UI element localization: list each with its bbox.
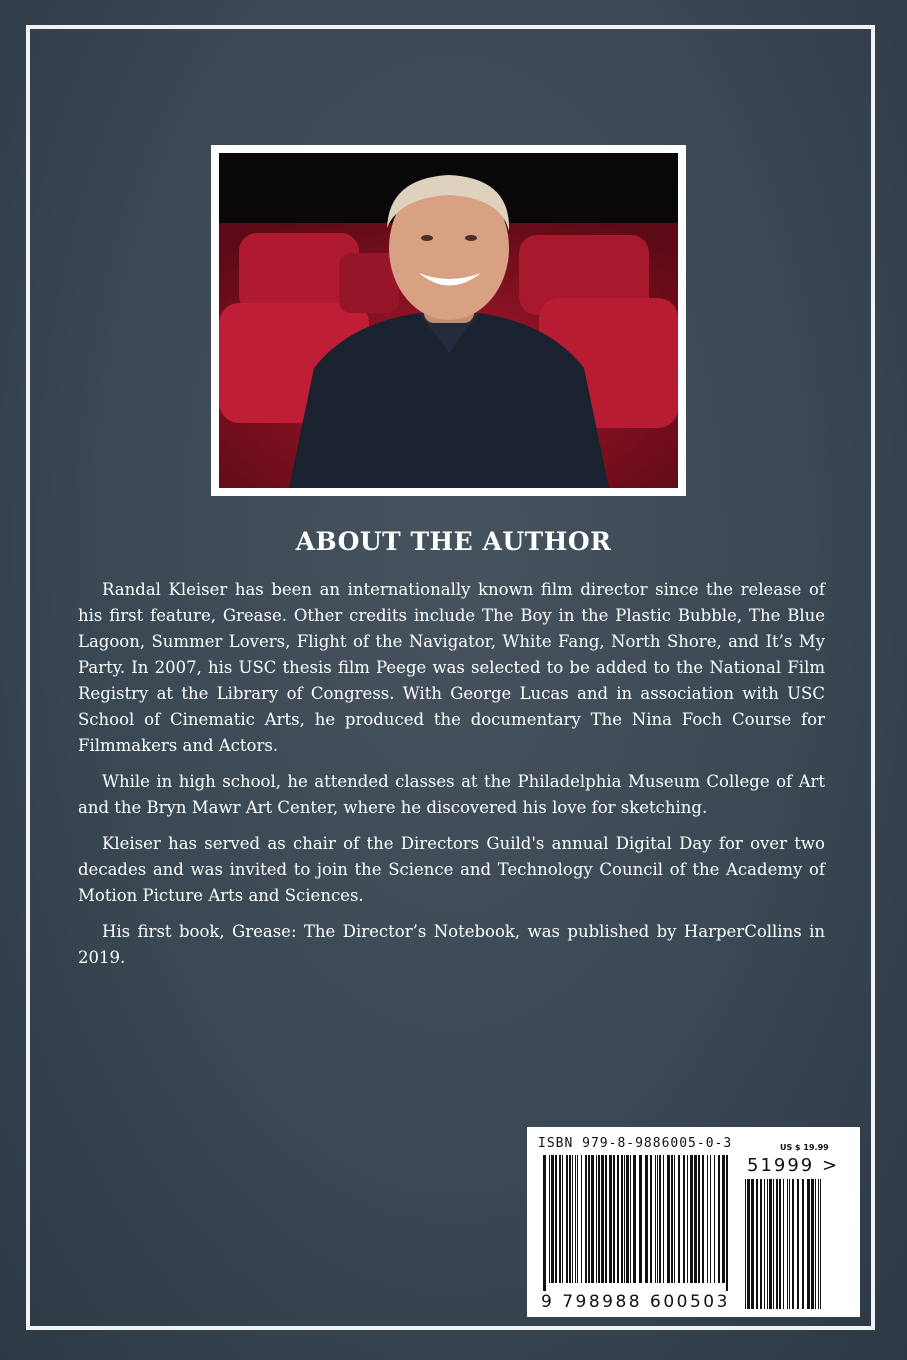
barcode-bar (588, 1155, 590, 1283)
barcode-bar (581, 1155, 582, 1283)
barcode-bar (690, 1155, 693, 1283)
barcode-bar (645, 1155, 648, 1283)
barcode-bar (591, 1155, 594, 1283)
barcode-bar (811, 1179, 814, 1309)
barcode-bar (722, 1155, 725, 1283)
barcode-bar (551, 1155, 554, 1283)
barcode-bar (617, 1155, 619, 1283)
barcode-bar (639, 1155, 642, 1283)
barcode-bar (714, 1155, 715, 1283)
barcode-bar (815, 1179, 816, 1309)
bio-paragraph: His first book, Grease: The Director’s Notebook, was published by HarperCollins in 2019. (78, 922, 825, 967)
barcode-bar (667, 1155, 670, 1283)
barcode-bar (562, 1155, 563, 1283)
barcode-bar (624, 1155, 625, 1283)
barcode-bar (818, 1179, 819, 1309)
barcode-bar (726, 1155, 728, 1291)
bio-paragraph: Randal Kleiser has been an internationally known film director since the release of his first feature, Grease. Other credits include The Boy in the Plastic Bubble, The Blue Lagoon, Summer Lovers, Flight of the Navigator, White Fang, North Shore, and It’s My Party. In 2007, his USC thesis film Peege was selected to be added to the National Film Registry at the Library of Congress. With George Lucas and in association with USC School of Cinematic Arts, he produced the documentary The Nina Foch Course for Filmmakers and Actors. (78, 580, 825, 755)
barcode-bar (787, 1179, 788, 1309)
barcode-bar (605, 1155, 607, 1283)
barcode-bar (650, 1155, 652, 1283)
author-photo (219, 153, 678, 488)
barcode-bar (747, 1179, 750, 1309)
barcode-bar (694, 1155, 697, 1283)
addon-number: 51999 > (747, 1155, 840, 1176)
author-portrait-illustration (219, 153, 678, 488)
about-heading: ABOUT THE AUTHOR (295, 527, 612, 556)
barcode-bar (820, 1179, 821, 1309)
barcode-bar (598, 1155, 600, 1283)
isbn-label: ISBN 979-8-9886005-0-3 (538, 1136, 733, 1151)
barcode-bar (687, 1155, 688, 1283)
barcode-bar (613, 1155, 615, 1283)
barcode-bar (674, 1155, 675, 1283)
bio-paragraph: While in high school, he attended classes at the Philadelphia Museum College of Art and the Bryn Mawr Art Center, where he discovered his love for sketching. (78, 772, 825, 817)
barcode-bar (779, 1179, 781, 1309)
barcode-bar (585, 1155, 587, 1283)
barcode-bar (575, 1155, 576, 1283)
barcode-bar (659, 1155, 661, 1283)
barcode-bar (783, 1179, 784, 1309)
barcode-bar (710, 1155, 711, 1283)
barcode-bar (555, 1155, 557, 1283)
barcode-bar (621, 1155, 623, 1283)
barcode-bar (767, 1179, 768, 1309)
barcode-bar (596, 1155, 597, 1283)
barcode-bar (760, 1179, 762, 1309)
barcode-bar (756, 1179, 758, 1309)
ean-barcode-bars (543, 1155, 733, 1293)
barcode-bar (792, 1179, 794, 1309)
barcode-bar (702, 1155, 704, 1283)
barcode-bar (683, 1155, 685, 1283)
barcode-bar (678, 1155, 680, 1283)
barcode-bar (577, 1155, 578, 1283)
barcode-bar (566, 1155, 568, 1283)
barcode-bar (671, 1155, 673, 1283)
barcode-bar (769, 1179, 772, 1309)
addon-barcode-bars (745, 1179, 829, 1309)
barcode-bar (626, 1155, 629, 1283)
barcode-bar (698, 1155, 700, 1283)
barcode-bar (663, 1155, 664, 1283)
barcode-bar (718, 1155, 720, 1283)
barcode-bar (807, 1179, 810, 1309)
barcode-bar (789, 1179, 790, 1309)
author-photo-frame (211, 145, 686, 496)
barcode-bar (569, 1155, 571, 1283)
barcode-bar (655, 1155, 656, 1283)
barcode-bar (601, 1155, 604, 1283)
barcode-bar (630, 1155, 631, 1283)
price-label: US $ 19.99 (780, 1143, 829, 1152)
barcode-bar (657, 1155, 658, 1283)
barcode-bar (633, 1155, 636, 1283)
barcode-bar (707, 1155, 708, 1283)
author-bio (78, 577, 825, 981)
ean-number: 9 798988 600503 (541, 1292, 730, 1312)
bio-paragraph: Kleiser has served as chair of the Directors Guild's annual Digital Day for over two decades and was invited to join the Science and Technology Council of the Academy of Motion Picture Arts and Sciences. (78, 834, 825, 905)
barcode-bar (543, 1155, 546, 1291)
isbn-barcode-box (527, 1127, 860, 1317)
barcode-bar (802, 1179, 804, 1309)
barcode-bar (572, 1155, 573, 1283)
barcode-bar (549, 1155, 550, 1283)
barcode-bar (559, 1155, 561, 1283)
barcode-bar (797, 1179, 799, 1309)
barcode-bar (609, 1155, 612, 1283)
barcode-bar (776, 1179, 778, 1309)
barcode-bar (745, 1179, 746, 1309)
barcode-bar (764, 1179, 765, 1309)
barcode-bar (773, 1179, 774, 1309)
barcode-bar (751, 1179, 754, 1309)
